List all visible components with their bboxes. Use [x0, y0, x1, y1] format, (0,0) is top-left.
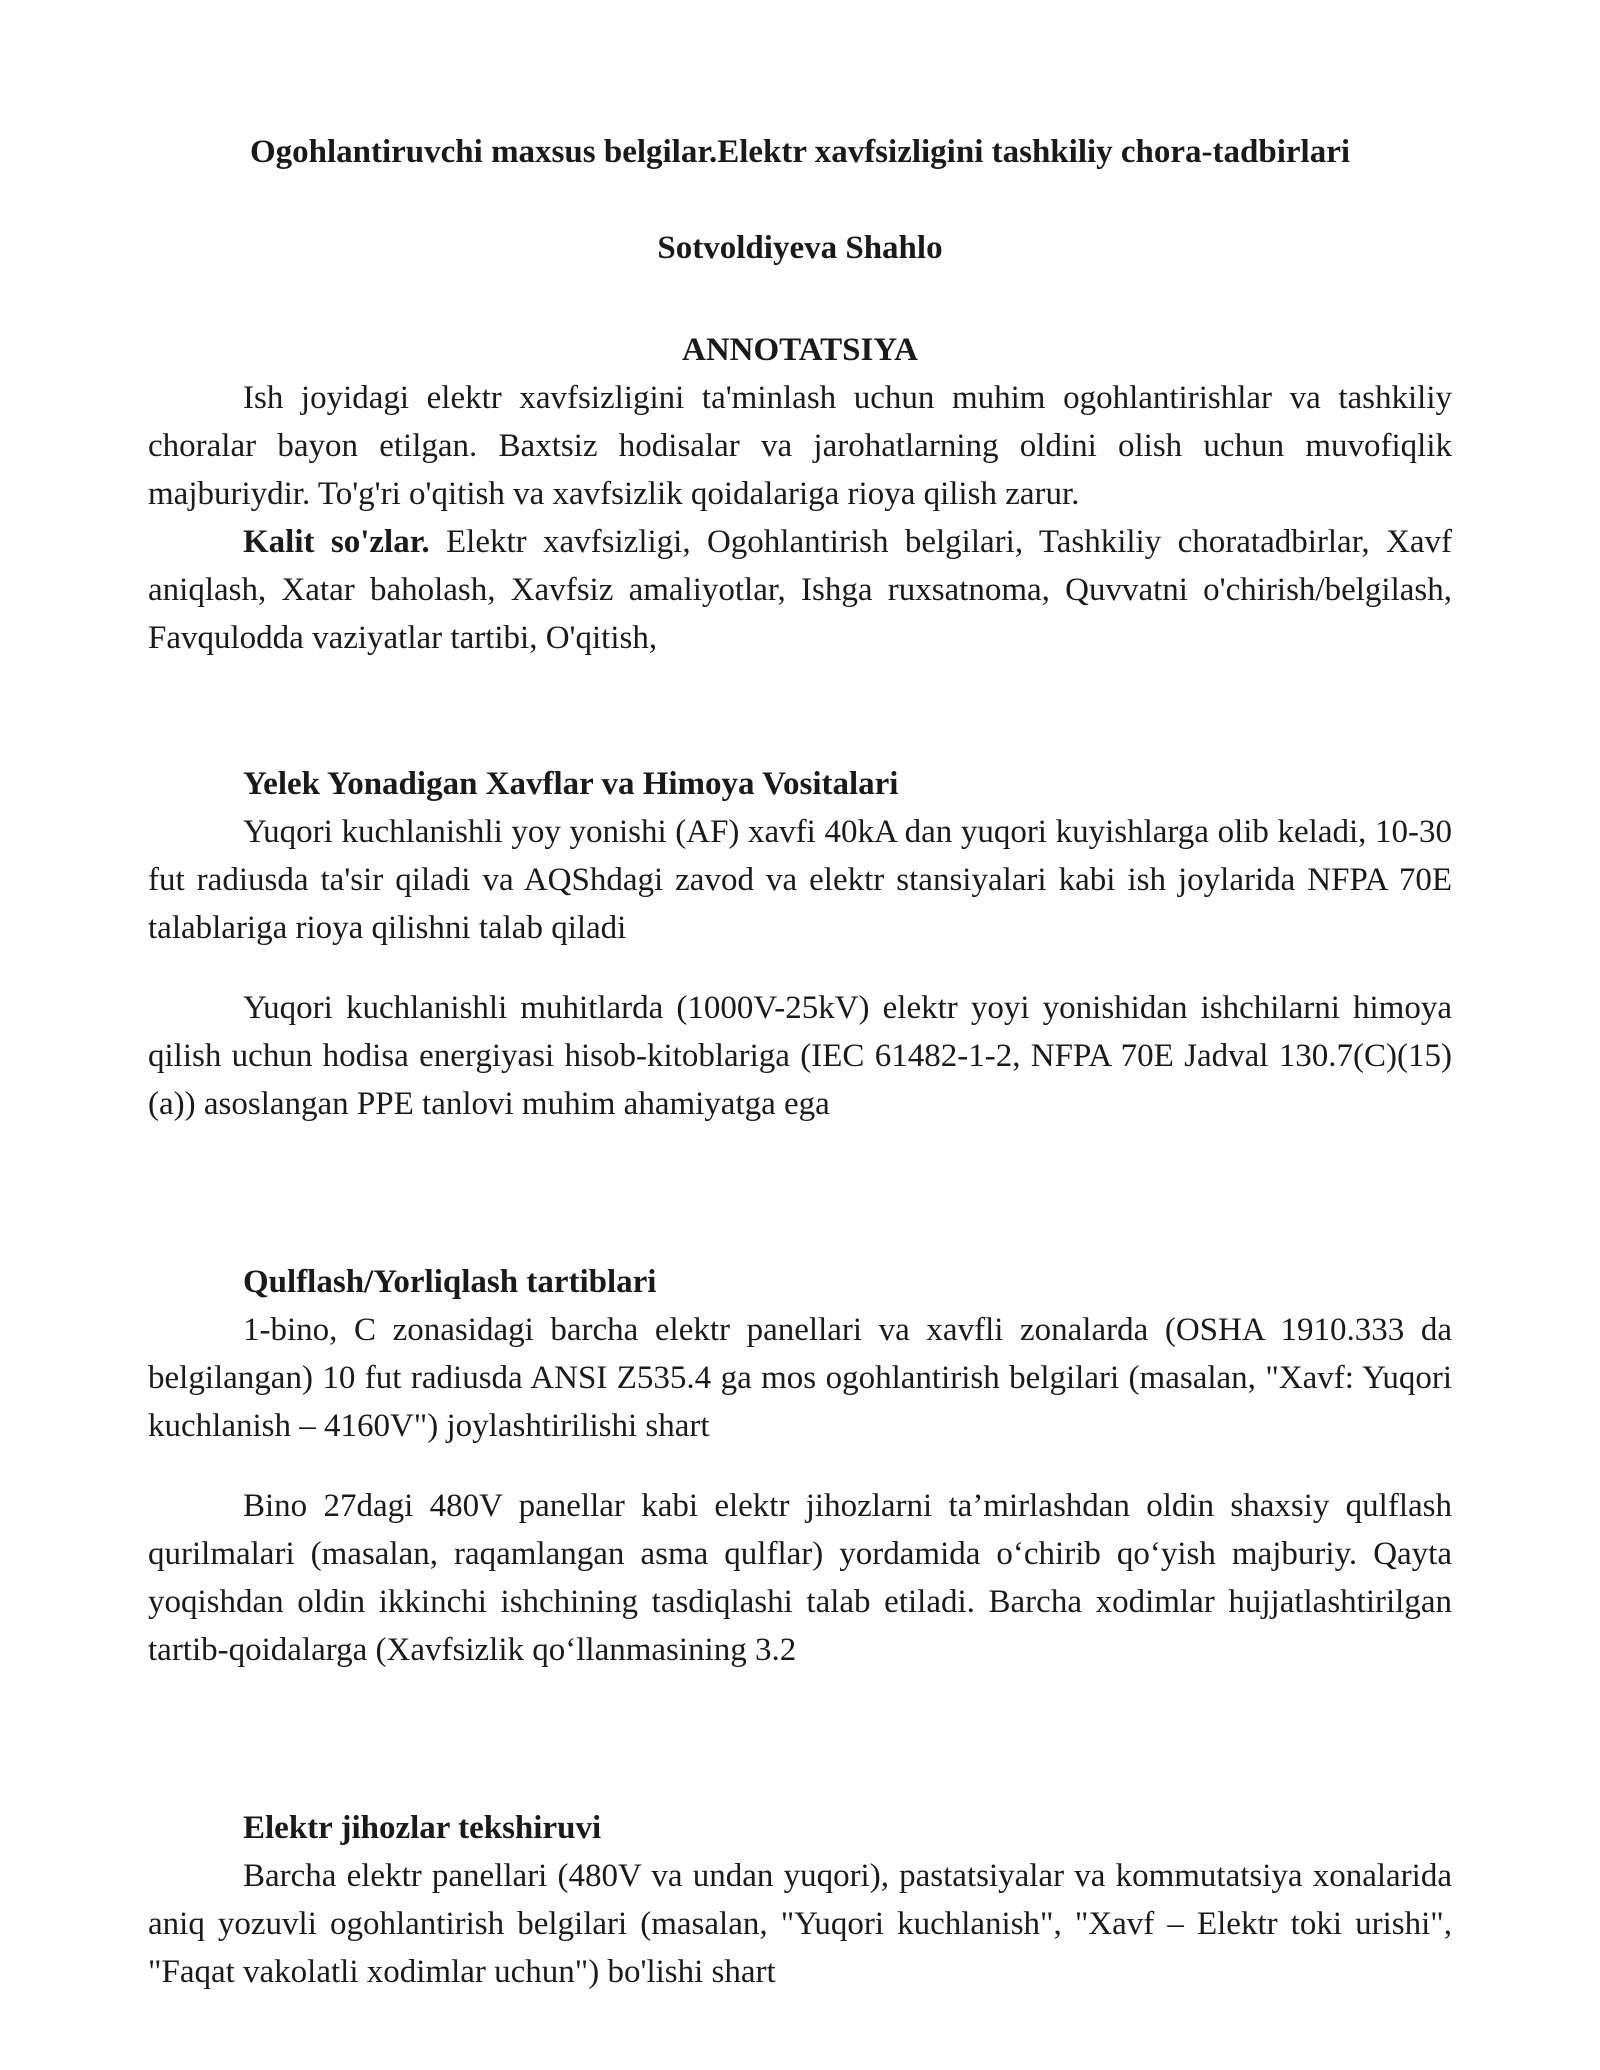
section-heading-lockout-tagout: Qulflash/Yorliqlash tartiblari [243, 1264, 657, 1300]
section-paragraph: Bino 27dagi 480V panellar kabi elektr jihozlarni ta’mirlashdan oldin shaxsiy qulflash qurilmalari (masalan, raqamlangan asma qulflar) yordamida o‘chirib qo‘yish majburiy. Qayta yoqishdan oldin ikkinchi ishchining tasdiqlashi talab etiladi. Barcha xodimlar hujjatlashtirilgan tartib-qoidalarga (Xavfsizlik qo‘llanmasining 3.2 [148, 1488, 1452, 1668]
document-page [148, 128, 1452, 1996]
section-paragraph: Barcha elektr panellari (480V va undan yuqori), pastatsiyalar va kommutatsiya xonalarida aniq yozuvli ogohlantirish belgilari (masalan, "Yuqori kuchlanish", "Xavf – Elektr toki urishi", "Faqat vakolatli xodimlar uchun") bo'lishi shart [148, 1858, 1452, 1990]
document-title: Ogohlantiruvchi maxsus belgilar.Elektr xavfsizligini tashkiliy chora-tadbirlari [249, 134, 1351, 170]
section-heading-arc-flash: Yelek Yonadigan Xavflar va Himoya Vositalari [243, 766, 899, 802]
author-name: Sotvoldiyeva Shahlo [657, 230, 943, 266]
keywords-paragraph [148, 518, 1452, 662]
section-paragraph: Yuqori kuchlanishli yoy yonishi (AF) xavfi 40kA dan yuqori kuyishlarga olib keladi, 10-30 fut radiusda ta'sir qiladi va AQShdagi zavod va elektr stansiyalari kabi ish joylarida NFPA 70E talablariga rioya qilishni talab qiladi [148, 814, 1452, 946]
keywords-label: Kalit so'zlar. [243, 524, 430, 560]
section-paragraph: Yuqori kuchlanishli muhitlarda (1000V-25kV) elektr yoyi yonishidan ishchilarni himoya qilish uchun hodisa energiyasi hisob-kitoblariga (IEC 61482-1-2, NFPA 70E Jadval 130.7(C)(15)(a)) asoslangan PPE tanlovi muhim ahamiyatga ega [148, 990, 1452, 1122]
keywords-text: Elektr xavfsizligi, Ogohlantirish belgilari, Tashkiliy choratadbirlar, Xavf aniqlash, Xatar baholash, Xavfsiz amaliyotlar, Ishga ruxsatnoma, Quvvatni o'chirish/belgilash, Favqulodda vaziyatlar tartibi, O'qitish, [148, 524, 1452, 656]
annotation-text: Ish joyidagi elektr xavfsizligini ta'minlash uchun muhim ogohlantirishlar va tashkiliy choralar bayon etilgan. Baxtsiz hodisalar va jarohatlarning oldini olish uchun muvofiqlik majburiydir. To'g'ri o'qitish va xavfsizlik qoidalariga rioya qilish zarur. [148, 380, 1452, 512]
section-paragraph: 1-bino, C zonasidagi barcha elektr panellari va xavfli zonalarda (OSHA 1910.333 da belgilangan) 10 fut radiusda ANSI Z535.4 ga mos ogohlantirish belgilari (masalan, "Xavf: Yuqori kuchlanish – 4160V") joylashtirilishi shart [148, 1312, 1452, 1444]
annotation-heading: ANNOTATSIYA [682, 332, 918, 368]
section-heading-equipment-inspection: Elektr jihozlar tekshiruvi [243, 1810, 602, 1846]
